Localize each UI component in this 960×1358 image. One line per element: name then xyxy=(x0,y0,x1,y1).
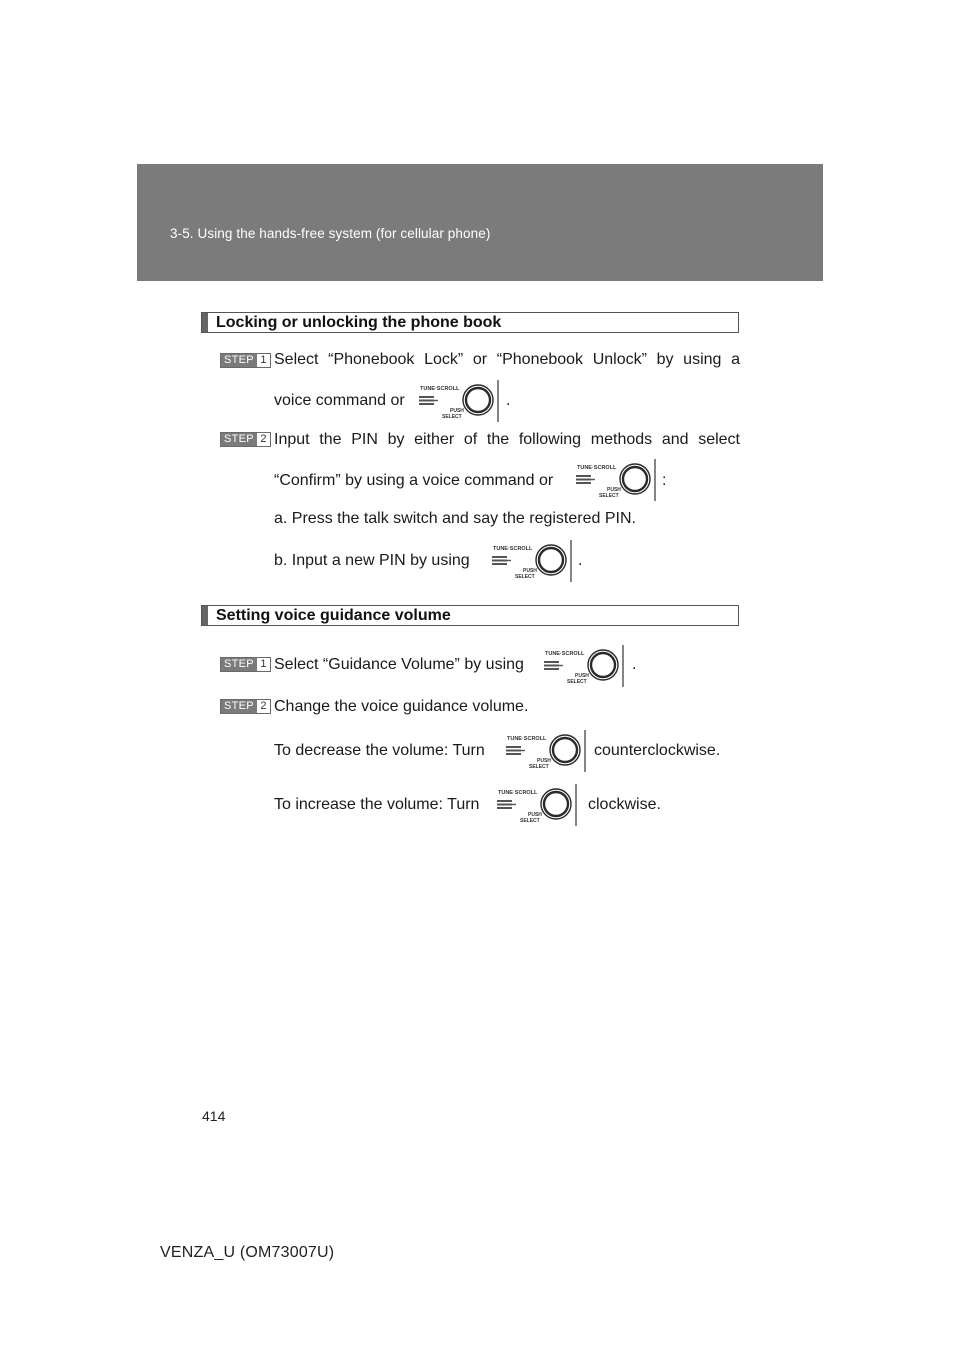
step-badge: STEP 2 xyxy=(220,699,271,714)
step-text: . xyxy=(506,392,511,409)
method-a: a. Press the talk switch and say the registered PIN. xyxy=(274,510,636,527)
step-text: Select “Phonebook Lock” or “Phonebook Unlock” by using a xyxy=(274,351,740,368)
footer-code: VENZA_U (OM73007U) xyxy=(160,1244,335,1261)
tune-scroll-knob-icon xyxy=(573,458,659,502)
chapter-header xyxy=(137,164,823,281)
section-heading-phonebook-lock xyxy=(201,312,739,333)
decrease-instruction: counterclockwise. xyxy=(594,742,721,759)
tune-scroll-knob-icon xyxy=(503,729,589,773)
step-badge: STEP 2 xyxy=(220,432,271,447)
method-b: b. Input a new PIN by using xyxy=(274,552,470,569)
step-text: Change the voice guidance volume. xyxy=(274,698,529,715)
tune-scroll-knob-icon xyxy=(494,783,580,827)
step-text: Select “Guidance Volume” by using xyxy=(274,656,524,673)
tune-scroll-knob-icon xyxy=(416,379,502,423)
increase-instruction: To increase the volume: Turn xyxy=(274,796,480,813)
page-number: 414 xyxy=(202,1108,226,1124)
tune-scroll-knob-icon xyxy=(489,539,575,583)
step-text: : xyxy=(662,472,667,489)
step-text: “Confirm” by using a voice command or xyxy=(274,472,554,489)
section-heading-voice-guidance xyxy=(201,605,739,626)
chapter-title: 3-5. Using the hands-free system (for cellular phone) xyxy=(170,226,491,241)
method-b: . xyxy=(578,552,583,569)
step-badge: STEP 1 xyxy=(220,353,271,368)
step-text: voice command or xyxy=(274,392,405,409)
tune-scroll-knob-icon xyxy=(541,644,627,688)
step-text: Input the PIN by either of the following methods and select xyxy=(274,431,740,448)
section-title: Locking or unlocking the phone book xyxy=(216,314,502,331)
section-title: Setting voice guidance volume xyxy=(216,607,451,624)
step-text: . xyxy=(632,656,637,673)
increase-instruction: clockwise. xyxy=(588,796,661,813)
step-badge: STEP 1 xyxy=(220,657,271,672)
decrease-instruction: To decrease the volume: Turn xyxy=(274,742,485,759)
